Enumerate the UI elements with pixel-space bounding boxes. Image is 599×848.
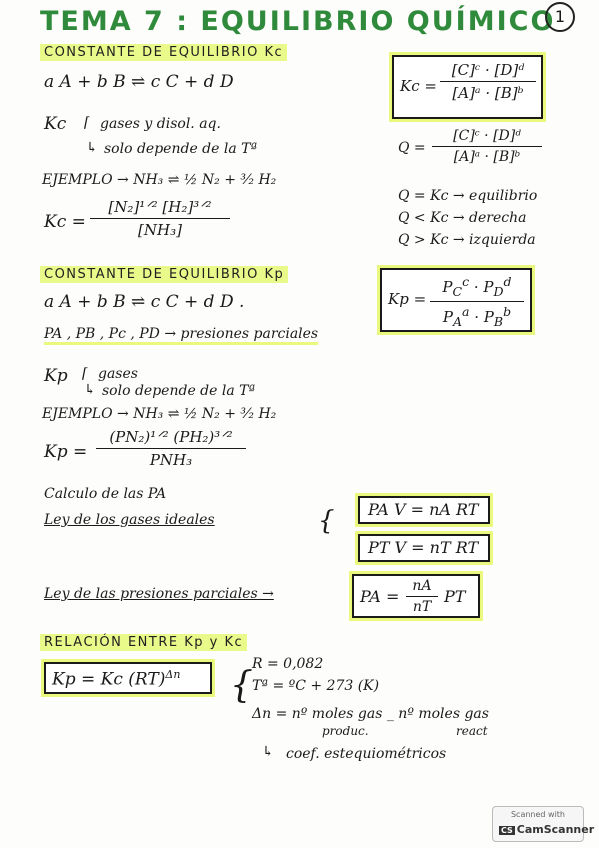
- fraction-bar: [406, 596, 438, 597]
- delta-n-products: produc.: [322, 724, 369, 738]
- page-number: 1: [545, 2, 575, 32]
- q-rule-greater: Q > Kc → izquierda: [398, 232, 536, 248]
- q-denominator: [A]ᵃ · [B]ᵇ: [453, 149, 521, 165]
- q-rule-equal: Q = Kc → equilibrio: [398, 188, 538, 204]
- sub: B: [493, 314, 504, 329]
- kp-note-2: solo depende de la Tª: [102, 383, 256, 399]
- fraction-bar: [430, 301, 524, 302]
- partial-pressures: PA , PB , Pc , PD → presiones parciales: [44, 326, 318, 345]
- fraction-bar: [96, 448, 246, 449]
- gas-constant: R = 0,082: [252, 656, 324, 672]
- delta-n-reactants: react: [456, 724, 488, 738]
- calc-line-1: Calculo de las PA: [44, 486, 167, 502]
- relacion-formula-box: [44, 662, 212, 694]
- ideal-gas-partial: PA V = nA RT: [368, 500, 479, 519]
- kc-fraction: [440, 61, 536, 102]
- kp-example-fraction: [96, 428, 246, 469]
- scanned-with-text: Scanned with: [510, 810, 566, 819]
- sub: A: [453, 314, 463, 329]
- curly-brace-icon: {: [318, 506, 335, 536]
- section-heading-relacion: RELACIÓN ENTRE Kp y Kc: [40, 634, 247, 651]
- kc-label: Kc =: [400, 77, 437, 95]
- kp-numerator: $P_C^c \cdot P_D^d$: [442, 274, 512, 299]
- partial-pressure-law: Ley de las presiones parciales →: [44, 586, 274, 602]
- kp-example-denominator: PNH₃: [149, 451, 193, 469]
- fraction-bar: [440, 81, 536, 82]
- page-title: TEMA 7 : EQUILIBRIO QUÍMICO: [40, 6, 556, 37]
- pt-term: PT: [444, 587, 466, 606]
- partial-pressure-box: [352, 574, 480, 618]
- kc-example-denominator: [NH₃]: [138, 221, 182, 239]
- pa-denominator: nT: [412, 599, 432, 615]
- camscanner-watermark: [492, 806, 595, 842]
- fraction-bar: [90, 218, 230, 219]
- ideal-gas-total: PT V = nT RT: [368, 538, 479, 557]
- kc-reaction: a A + b B ⇌ c C + d D: [44, 72, 234, 92]
- kp-note-title: Kp: [44, 366, 68, 386]
- camscanner-brand: [499, 823, 594, 836]
- kc-denominator: [A]ᵃ · [B]ᵇ: [452, 84, 524, 102]
- temperature-conversion: Tª = ºC + 273 (K): [252, 678, 380, 694]
- sub: C: [452, 284, 463, 299]
- kc-note-2: solo depende de la Tª: [104, 141, 258, 157]
- kp-fraction: [430, 274, 524, 329]
- sub: D: [493, 284, 504, 299]
- sup: c: [462, 274, 470, 289]
- section-heading-kp: CONSTANTE DE EQUILIBRIO Kp: [40, 266, 288, 283]
- kc-numerator: [C]ᶜ · [D]ᵈ: [451, 61, 525, 79]
- pa-fraction: [406, 578, 438, 615]
- kp-example-numerator: (PN₂)¹ᐟ² (PH₂)³ᐟ²: [109, 428, 233, 446]
- camscanner-logo-icon: CS: [501, 826, 513, 835]
- kp-denominator: $P_A^a \cdot P_B^b$: [442, 304, 512, 329]
- delta-n-definition: Δn = nº moles gas _ nº moles gas: [252, 706, 489, 722]
- stoichiometric-coefficients: coef. estequiométricos: [286, 746, 447, 762]
- ideal-gas-total-box: [358, 534, 490, 562]
- kc-example: EJEMPLO → NH₃ ⇌ ½ N₂ + ³⁄₂ H₂: [42, 172, 277, 188]
- bracket-icon: ⌈: [82, 366, 88, 382]
- q-fraction: [432, 128, 542, 165]
- q-label: Q =: [398, 140, 426, 156]
- kp-example: EJEMPLO → NH₃ ⇌ ½ N₂ + ³⁄₂ H₂: [42, 406, 277, 422]
- q-numerator: [C]ᶜ · [D]ᵈ: [453, 128, 521, 144]
- calc-line-2: Ley de los gases ideales: [44, 512, 215, 528]
- kp-label: Kp =: [388, 290, 427, 308]
- relacion-formula-base: Kp = Kc (RT): [52, 669, 166, 690]
- kp-example-label: Kp =: [44, 442, 88, 462]
- camscanner-brand-text: CamScanner: [516, 823, 595, 836]
- kc-note-title: Kc: [44, 114, 67, 134]
- pa-label: PA =: [360, 587, 400, 606]
- curly-brace-icon: {: [230, 665, 253, 706]
- kp-note-1: gases: [98, 366, 138, 382]
- kc-formula-box: [392, 55, 543, 119]
- kc-note-1: gases y disol. aq.: [100, 116, 221, 132]
- sup: b: [503, 304, 512, 319]
- kc-example-label: Kc =: [44, 212, 86, 232]
- arrow-icon: ↳: [84, 382, 96, 398]
- section-heading-kc: CONSTANTE DE EQUILIBRIO Kc: [40, 44, 287, 61]
- ideal-gas-partial-box: [358, 496, 490, 524]
- pa-numerator: nA: [412, 578, 432, 594]
- kc-example-numerator: [N₂]¹ᐟ² [H₂]³ᐟ²: [108, 198, 212, 216]
- arrow-icon: ↳: [86, 140, 98, 156]
- bracket-icon: ⌈: [84, 115, 90, 131]
- kp-reaction: a A + b B ⇌ c C + d D .: [44, 292, 245, 312]
- fraction-bar: [432, 146, 542, 147]
- sup: d: [503, 274, 512, 289]
- kc-example-fraction: [90, 198, 230, 239]
- arrow-icon: ↳: [262, 744, 274, 760]
- q-rule-less: Q < Kc → derecha: [398, 210, 527, 226]
- kp-formula-box: [380, 268, 532, 332]
- relacion-exponent: Δn: [165, 668, 181, 681]
- relacion-formula: [52, 668, 180, 690]
- sup: a: [462, 304, 470, 319]
